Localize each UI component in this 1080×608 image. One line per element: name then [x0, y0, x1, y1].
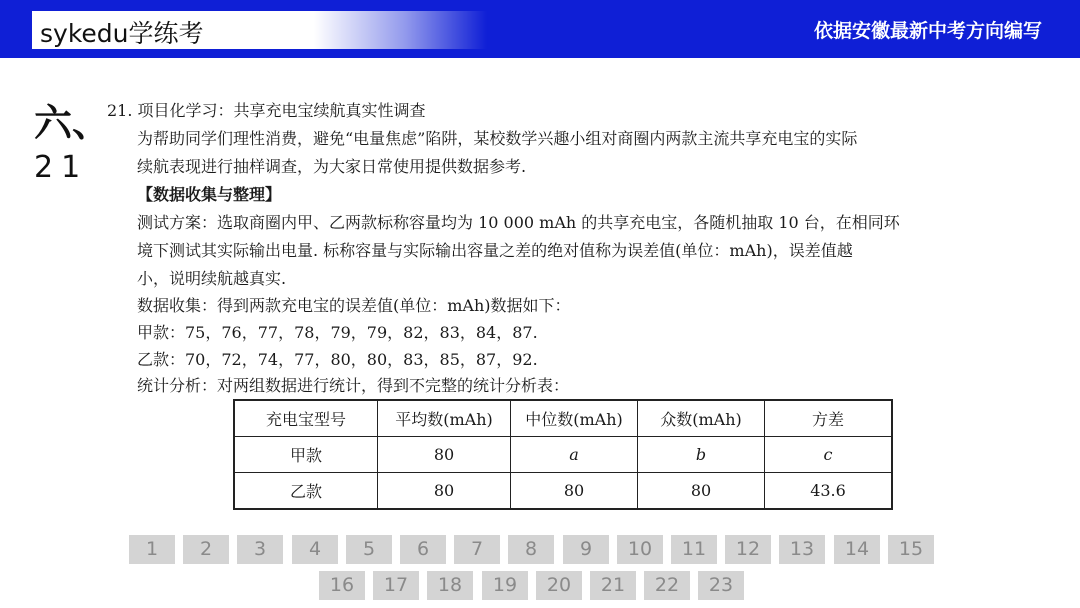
data-line-jia: 甲款：75，76，77，78，79，79，82，83，84，87.	[137, 323, 538, 342]
section-mark: 六、	[34, 101, 111, 145]
page-button-2[interactable]: 2	[183, 535, 229, 564]
page-button-13[interactable]: 13	[779, 535, 825, 564]
page-button-5[interactable]: 5	[346, 535, 392, 564]
header-subtitle: 依据安徽最新中考方向编写	[813, 20, 1042, 42]
question-text-line: 测试方案：选取商圈内甲、乙两款标称容量均为 10 000 mAh 的共享充电宝，各随机抽取 10 台，在相同环	[137, 213, 900, 232]
page-button-11[interactable]: 11	[671, 535, 717, 564]
header-bar	[0, 0, 1080, 58]
question-text-line: 境下测试其实际输出电量. 标称容量与实际输出容量之差的绝对值称为误差值(单位：mAh)，误差值越	[137, 241, 853, 260]
table-cell: c	[765, 437, 893, 473]
stats-table	[233, 399, 893, 510]
page-button-8[interactable]: 8	[508, 535, 554, 564]
page-button-22[interactable]: 22	[644, 571, 690, 600]
page-button-19[interactable]: 19	[482, 571, 528, 600]
table-header-row	[234, 400, 892, 437]
table-cell: 80	[378, 473, 511, 510]
table-header-cell: 平均数(mAh)	[378, 400, 511, 437]
question-text-line: 统计分析：对两组数据进行统计，得到不完整的统计分析表：	[137, 376, 570, 395]
question-title: 21. 项目化学习：共享充电宝续航真实性调查	[107, 101, 426, 120]
brand-title: sykedu学练考	[40, 19, 204, 48]
page-button-7[interactable]: 7	[454, 535, 500, 564]
page-button-14[interactable]: 14	[834, 535, 880, 564]
table-cell: 43.6	[765, 473, 893, 510]
section-heading: 【数据收集与整理】	[137, 185, 282, 204]
page-button-15[interactable]: 15	[888, 535, 934, 564]
table-cell: 甲款	[234, 437, 378, 473]
page-button-4[interactable]: 4	[292, 535, 338, 564]
question-text-line: 小，说明续航越真实.	[137, 269, 287, 288]
question-text-line: 数据收集：得到两款充电宝的误差值(单位：mAh)数据如下：	[137, 296, 571, 315]
table-cell: 乙款	[234, 473, 378, 510]
data-line-yi: 乙款：70，72，74，77，80，80，83，85，87，92.	[137, 350, 538, 369]
table-row	[234, 437, 892, 473]
page-button-17[interactable]: 17	[373, 571, 419, 600]
page-button-6[interactable]: 6	[400, 535, 446, 564]
page-button-20[interactable]: 20	[536, 571, 582, 600]
page-button-18[interactable]: 18	[427, 571, 473, 600]
brand-box	[32, 11, 487, 49]
table-cell: b	[638, 437, 765, 473]
table-cell: 80	[511, 473, 638, 510]
question-number: 21	[34, 150, 89, 185]
page-button-3[interactable]: 3	[237, 535, 283, 564]
table-cell: 80	[378, 437, 511, 473]
table-header-cell: 中位数(mAh)	[511, 400, 638, 437]
question-text-line: 续航表现进行抽样调查，为大家日常使用提供数据参考.	[137, 157, 527, 176]
question-text-line: 为帮助同学们理性消费，避免“电量焦虑”陷阱，某校数学兴趣小组对商圈内两款主流共享充电宝的实际	[137, 129, 858, 148]
page-button-16[interactable]: 16	[319, 571, 365, 600]
page-button-23[interactable]: 23	[698, 571, 744, 600]
table-header-cell: 充电宝型号	[234, 400, 378, 437]
page-button-21[interactable]: 21	[590, 571, 636, 600]
table-header-cell: 方差	[765, 400, 893, 437]
page-button-1[interactable]: 1	[129, 535, 175, 564]
page-button-10[interactable]: 10	[617, 535, 663, 564]
page-button-12[interactable]: 12	[725, 535, 771, 564]
table-row	[234, 473, 892, 510]
table-cell: a	[511, 437, 638, 473]
table-cell: 80	[638, 473, 765, 510]
table-header-cell: 众数(mAh)	[638, 400, 765, 437]
page-button-9[interactable]: 9	[563, 535, 609, 564]
